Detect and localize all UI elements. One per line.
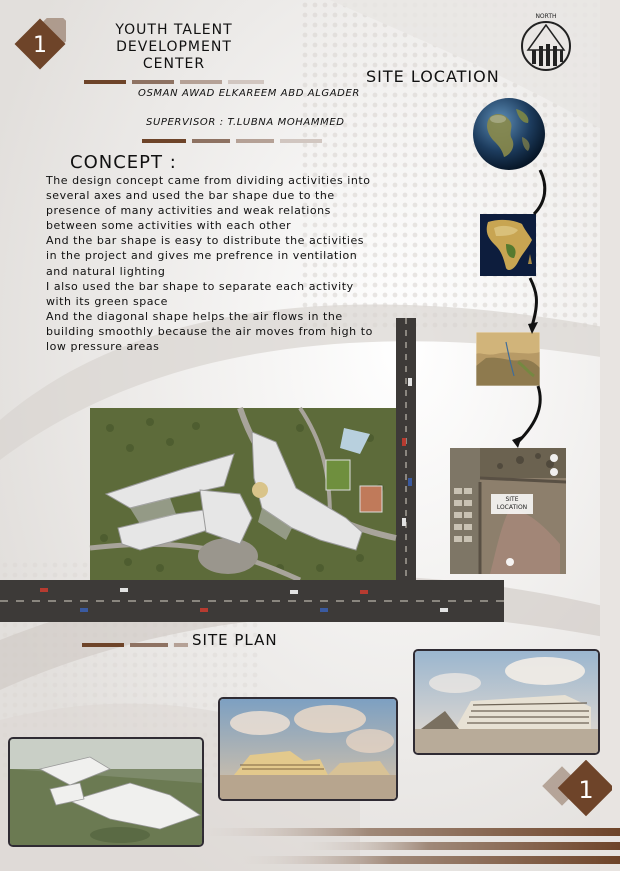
divider-bar (82, 643, 124, 647)
title-line: DEVELOPMENT (116, 39, 232, 55)
site-plan-title: SITE PLAN (192, 631, 278, 649)
divider-bar (132, 80, 174, 84)
concept-line: And the diagonal shape helps the air flows in the (46, 309, 343, 323)
concept-line: The design concept came from dividing activities into (46, 174, 371, 187)
project-title (84, 22, 264, 73)
north-label: NORTH (535, 13, 557, 20)
perspective-render-image (218, 697, 398, 801)
site-location-title: SITE LOCATION (366, 67, 500, 86)
author-name: OSMAN AWAD ELKAREEM ABD ALGADER (138, 88, 360, 99)
supervisor-name: SUPERVISOR : T.LUBNA MOHAMMED (146, 117, 345, 128)
site-location-map-label: SITE LOCATION (491, 494, 533, 514)
divider-bar (84, 80, 126, 84)
divider-bar (280, 139, 322, 143)
divider-bar (236, 139, 274, 143)
divider-bar (130, 643, 168, 647)
sheet-number: 1 (33, 33, 47, 58)
concept-line: in the project and gives me prefrence in ventilation (46, 249, 358, 263)
concept-line: and natural lighting (46, 264, 166, 278)
divider-bar (192, 139, 230, 143)
footer-bars (0, 828, 620, 871)
site-plan-drawing (0, 318, 510, 622)
concept-line: between some activities with each other (46, 219, 292, 233)
footer-sheet-number: 1 (578, 776, 594, 804)
concept-line: several axes and used the bar shape due to the (46, 189, 335, 203)
north-arrow-icon (520, 10, 572, 74)
title-line: CENTER (142, 56, 206, 72)
divider-bar (142, 139, 186, 143)
title-line: YOUTH TALENT (115, 22, 233, 38)
footer-number-badge (542, 760, 612, 820)
concept-line: building smoothly because the air moves from high to (46, 324, 373, 338)
concept-line: with its green space (46, 294, 168, 308)
concept-line: I also used the bar shape to separate each activity (46, 279, 354, 293)
concept-title: CONCEPT : (70, 152, 177, 173)
concept-line: presence of many activities and weak relations (46, 204, 331, 218)
sheet-number-badge (14, 18, 66, 70)
divider-bar (174, 643, 188, 647)
concept-line: low pressure areas (46, 340, 160, 354)
concept-line: And the bar shape is easy to distribute the activities (46, 234, 365, 248)
divider-bar (180, 80, 222, 84)
elevation-render-image (413, 649, 600, 755)
divider-bar (228, 80, 264, 84)
